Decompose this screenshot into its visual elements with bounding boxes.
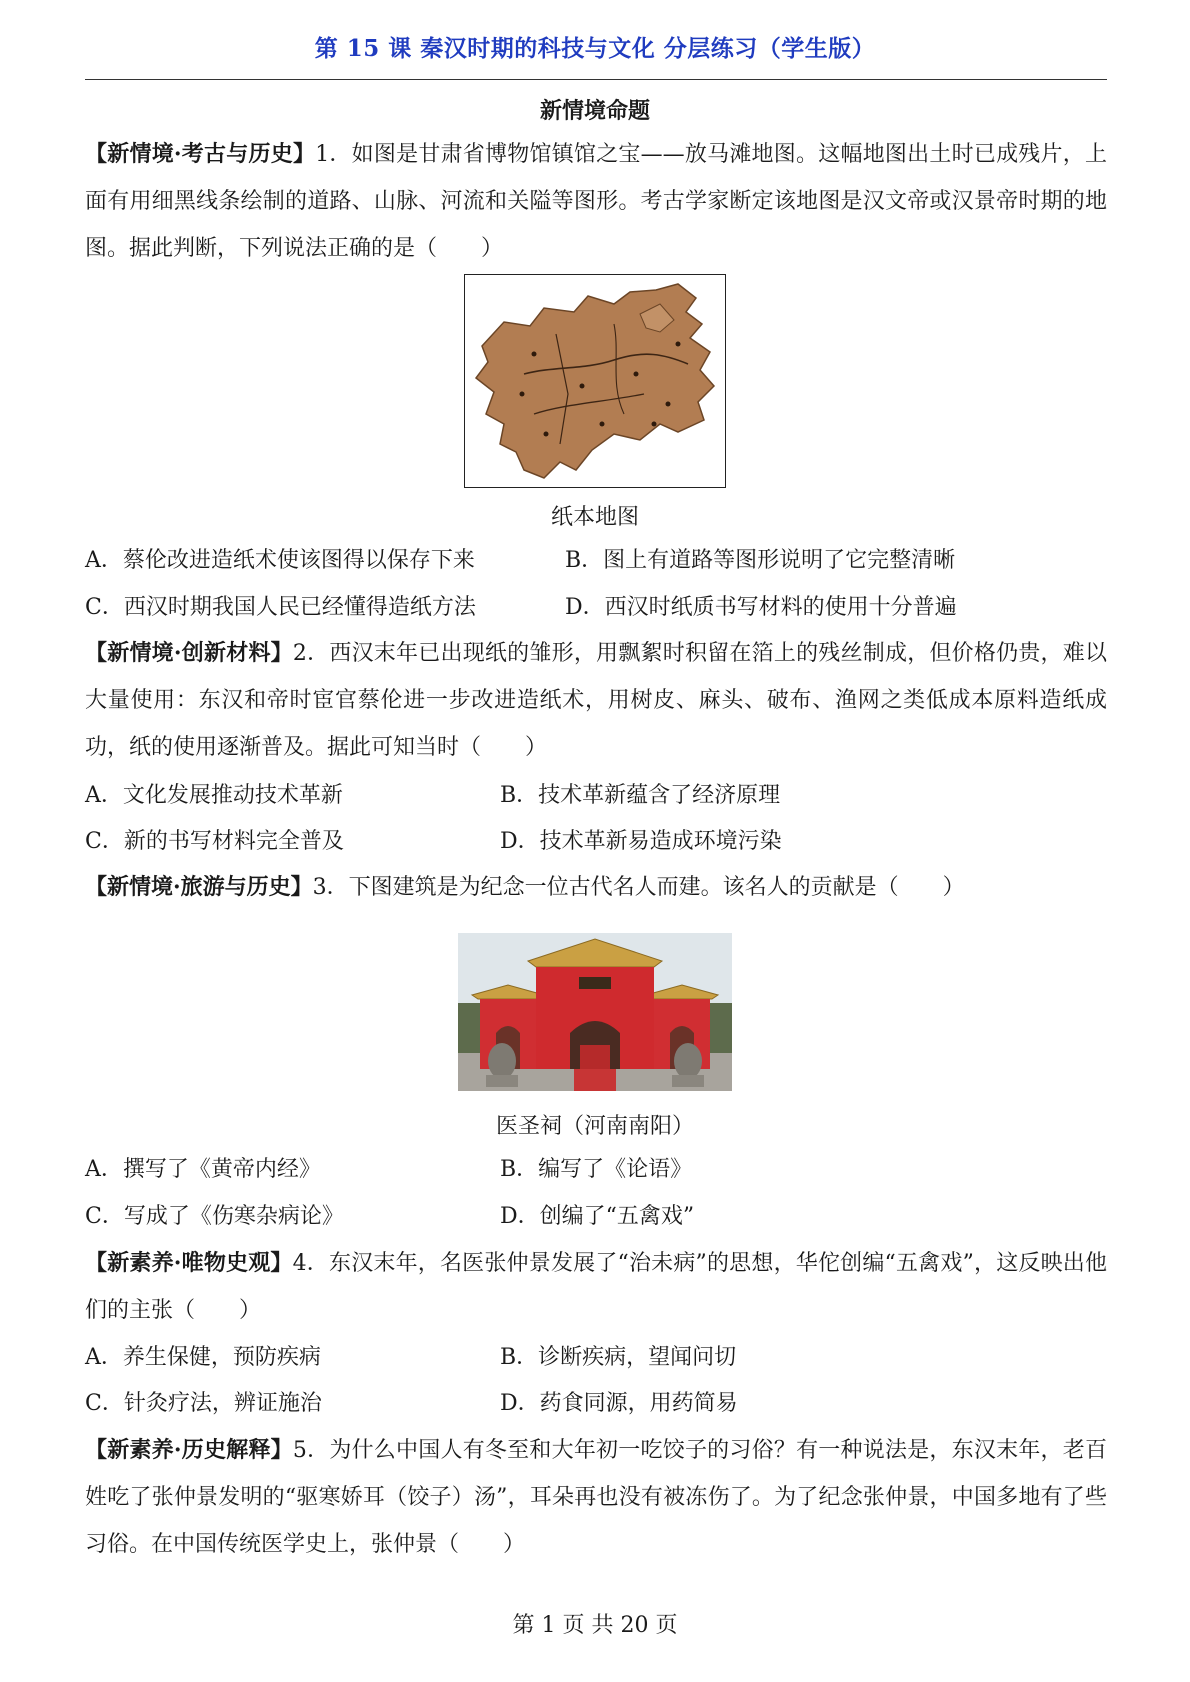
q1-option-b[interactable]: B．图上有道路等图形说明了它完整清晰 [565, 548, 956, 573]
document-header: 第 15 课 秦汉时期的科技与文化 分层练习（学生版） [314, 35, 876, 62]
figure-3-caption: 医圣祠（河南南阳） [495, 1114, 694, 1139]
stone-lion-right [674, 1043, 702, 1079]
q4-option-b[interactable]: B．诊断疾病，望闻问切 [500, 1345, 737, 1370]
question-4 [85, 1240, 1107, 1334]
q3-option-c[interactable]: C．写成了《伤寒杂病论》 [85, 1204, 344, 1229]
question-3-text: 3．下图建筑是为纪念一位古代名人而建。该名人的贡献是（ ） [312, 875, 965, 900]
page-footer: 第 1 页 共 20 页 [512, 1613, 678, 1638]
fangmatan-map-image [464, 274, 726, 488]
figure-1-caption: 纸本地图 [550, 505, 639, 530]
q2-option-d[interactable]: D．技术革新易造成环境污染 [500, 829, 782, 854]
question-2 [85, 630, 1107, 771]
question-2-tag: 【新情境·创新材料】 [85, 640, 293, 666]
stone-lion-left [488, 1043, 516, 1079]
question-4-tag: 【新素养·唯物史观】 [85, 1250, 293, 1276]
question-3-tag: 【新情境·旅游与历史】 [85, 874, 313, 900]
q2-option-b[interactable]: B．技术革新蕴含了经济原理 [500, 783, 781, 808]
q2-option-a[interactable]: A．文化发展推动技术革新 [85, 783, 343, 808]
q1-option-a[interactable]: A．蔡伦改进造纸术使该图得以保存下来 [85, 548, 475, 573]
question-1-text: 1．如图是甘肃省博物馆镇馆之宝——放马滩地图。这幅地图出土时已成残片，上面有用细黑线条绘制的道路、山脉、河流和关隘等图形。考古学家断定该地图是汉文帝或汉景帝时期的地图。据此判断，下列说法正确的是（ ） [85, 142, 1107, 261]
question-2-text: 2．西汉末年已出现纸的雏形，用飘絮时积留在箔上的残丝制成，但价格仍贵，难以大量使用：东汉和帝时宦官蔡伦进一步改进造纸术，用树皮、麻头、破布、渔网之类低成本原料造纸成功，纸的使用逐渐普及。据此可知当时（ ） [85, 641, 1107, 760]
q3-option-d[interactable]: D．创编了“五禽戏” [500, 1204, 695, 1229]
yishengci-photo [458, 933, 732, 1091]
q1-option-d[interactable]: D．西汉时纸质书写材料的使用十分普遍 [565, 595, 957, 620]
question-5-text: 5．为什么中国人有冬至和大年初一吃饺子的习俗？有一种说法是，东汉末年，老百姓吃了张仲景发明的“驱寒娇耳（饺子）汤”，耳朵再也没有被冻伤了。为了纪念张仲景，中国多地有了些习俗。在中国传统医学史上，张仲景（ ） [85, 1438, 1107, 1557]
q3-option-a[interactable]: A．撰写了《黄帝内经》 [85, 1157, 321, 1182]
q4-option-d[interactable]: D．药食同源，用药简易 [500, 1391, 738, 1416]
question-1-tag: 【新情境·考古与历史】 [85, 141, 316, 167]
q4-option-c[interactable]: C．针灸疗法，辨证施治 [85, 1391, 322, 1416]
header-divider [85, 79, 1107, 80]
question-4-text: 4．东汉末年，名医张仲景发展了“治未病”的思想，华佗创编“五禽戏”，这反映出他们的主张（ ） [85, 1251, 1107, 1323]
question-5-tag: 【新素养·历史解释】 [85, 1437, 293, 1463]
gate-plaque [579, 977, 611, 989]
section-title: 新情境命题 [539, 98, 650, 124]
question-1 [85, 131, 1107, 272]
q3-option-b[interactable]: B．编写了《论语》 [500, 1157, 693, 1182]
question-3 [85, 864, 1107, 911]
q2-option-c[interactable]: C．新的书写材料完全普及 [85, 829, 344, 854]
q4-option-a[interactable]: A．养生保健，预防疾病 [85, 1345, 321, 1370]
q1-option-c[interactable]: C．西汉时期我国人民已经懂得造纸方法 [85, 595, 476, 620]
question-5 [85, 1427, 1107, 1568]
